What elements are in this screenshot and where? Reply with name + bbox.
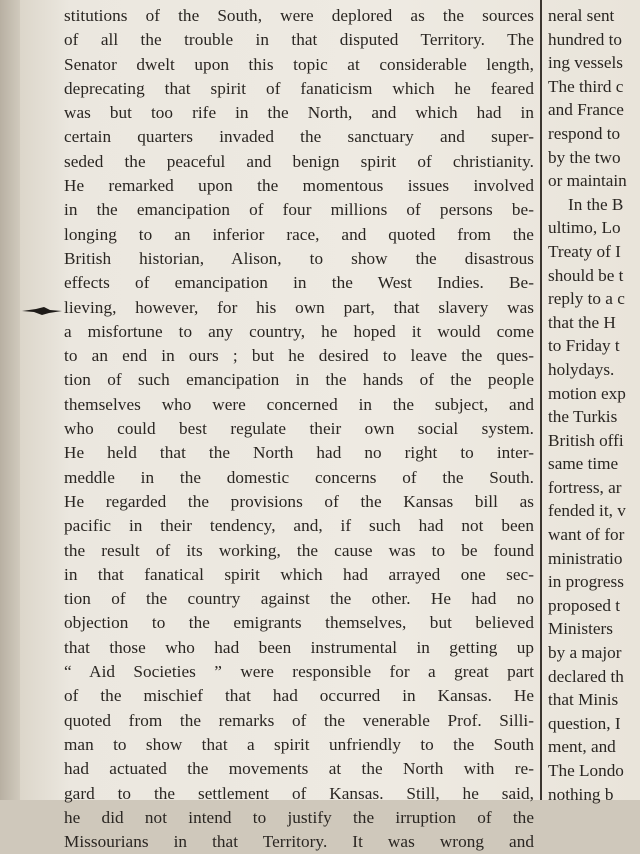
main-text-line: deprecating that spirit of fanaticism which he feared [64,78,534,98]
right-text-line: hundred to [548,29,622,49]
right-text-line: Treaty of I [548,241,621,261]
main-text-line: was but too rife in the North, and which had in [64,103,534,123]
main-text-line: of all the trouble in that disputed Territory. The [64,30,534,50]
right-text-line: ultimo, Lo [548,218,621,238]
right-text-line: want of for [548,525,625,545]
main-text-line: Senator dwelt upon this topic at considerable length, [64,54,534,74]
main-text-line: to an end in ours ; but he desired to leave the ques- [64,346,534,366]
main-text-line: tion of the country against the other. He had no [64,589,534,609]
main-text-line: stitutions of the South, were deplored as the sources [64,6,534,25]
paper-tear-mark [22,306,62,316]
main-article-column [64,4,534,854]
main-text-line: objection to the emigrants themselves, but believed [64,613,534,633]
main-text-line: seded the peaceful and benign spirit of christianity. [64,151,534,171]
main-text-line: lieving, however, for his own part, that slavery was [64,297,534,317]
right-text-line: In the B [568,194,624,214]
right-text-line: and France [548,100,624,120]
right-text-line: by the two [548,147,621,167]
right-text-line: reply to a c [548,289,625,309]
right-text-line: question, I [548,713,621,733]
main-text-line: the result of its working, the cause was to be found [64,540,534,560]
right-text-line: by a major [548,643,622,663]
main-text-line: “ Aid Societies ” were responsible for a great part [64,662,534,682]
main-text-line: man to show that a spirit unfriendly to the South [64,734,534,754]
main-text-line: effects of emancipation in the West Indies. Be- [64,273,534,293]
right-text-line: in progress [548,572,624,592]
main-text-line: pacific in their tendency, and, if such had not been [64,516,534,536]
main-text-line: that those who had been instrumental in getting up [64,637,534,657]
main-text-line: he did not intend to justify the irruption of the [64,807,534,827]
main-text-line: tion of such emancipation in the hands of the people [64,370,534,390]
right-text-line: neral sent [548,6,615,25]
right-text-line: holydays. [548,359,615,379]
main-text-line: Missourians in that Territory. It was wrong and [64,832,534,852]
main-text-line: certain quarters invaded the sanctuary and super- [64,127,534,147]
main-text-line: meddle in the domestic concerns of the South. [64,467,534,487]
main-text-line: longing to an inferior race, and quoted from the [64,224,534,244]
right-text-line: ment, and [548,737,616,757]
right-text-line: Ministers [548,619,613,639]
right-text-line: that Minis [548,690,619,710]
main-text-line: who could best regulate their own social system. [64,419,534,439]
right-text-line: respond to [548,123,621,143]
main-text-line: in that fanatical spirit which had arrayed one sec- [64,564,534,584]
main-text-line: quoted from the remarks of the venerable Prof. Silli- [64,710,534,730]
main-text-line: gard to the settlement of Kansas. Still, he said, [64,783,534,803]
main-text-line: He held that the North had no right to inter- [64,443,534,463]
right-text-line: motion exp [548,383,626,403]
main-text-line: of the mischief that had occurred in Kansas. He [64,686,534,706]
right-text-line: fended it, v [548,501,626,521]
right-text-line: the Turkis [548,407,618,427]
main-text-line: themselves who were concerned in the subject, and [64,394,534,414]
right-text-line: or maintain [548,171,627,191]
right-text-line: nothing b [548,784,614,804]
right-text-line: that the H [548,312,616,332]
right-text-line: to Friday t [548,336,620,356]
main-text-line: in the emancipation of four millions of persons be- [64,200,534,220]
right-text-line: ing vessels [548,53,623,73]
main-text-line: He regarded the provisions of the Kansas bill as [64,491,534,511]
right-article-column [548,4,640,806]
main-text-line: He remarked upon the momentous issues involved [64,176,534,196]
right-text-line: The third c [548,76,624,96]
main-text-line: British historian, Alison, to show the disastrous [64,248,534,268]
right-text-line: fortress, ar [548,477,622,497]
right-text-line: The Londo [548,761,624,780]
right-text-line: should be t [548,265,624,285]
right-text-line: British offi [548,430,624,450]
main-text-line: a misfortune to any country, he hoped it would come [64,321,534,341]
column-rule [540,0,542,800]
right-text-line: declared th [548,666,624,686]
right-text-line: ministratio [548,548,623,568]
right-text-line: proposed t [548,595,621,615]
main-text-line: had actuated the movements at the North with re- [64,759,534,779]
right-text-line: same time [548,454,619,474]
